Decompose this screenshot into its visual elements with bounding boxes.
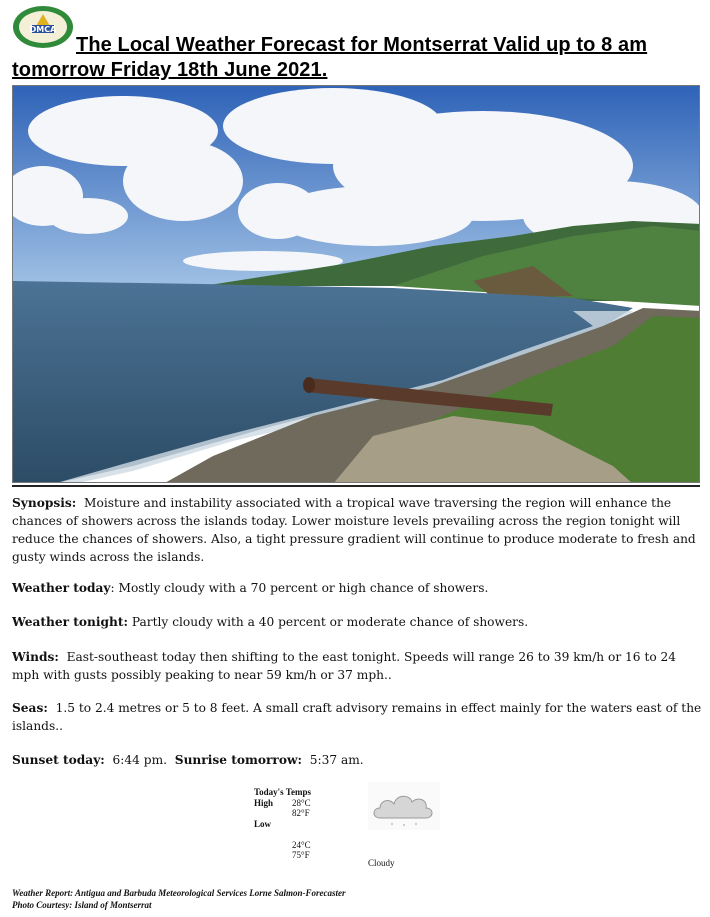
coastline-photo <box>12 85 700 483</box>
report-credit: Weather Report: Antigua and Barbuda Meteorological Services Lorne Salmon-Forecaster <box>12 888 346 898</box>
low-label: Low <box>254 818 272 829</box>
winds-label: Winds: <box>12 650 59 664</box>
condition-label: Cloudy <box>368 858 395 868</box>
weather-tonight-label: Weather tonight: <box>12 615 129 629</box>
divider <box>12 485 700 487</box>
high-fahrenheit: 82°F <box>292 808 310 818</box>
cloud-icon <box>368 782 440 830</box>
synopsis-label: Synopsis: <box>12 496 77 510</box>
photo-credit: Photo Courtesy: Island of Montserrat <box>12 900 152 910</box>
logo-text: DMCA <box>29 25 57 34</box>
todays-temps <box>254 787 311 861</box>
sun-times-paragraph <box>12 751 704 769</box>
synopsis-text: Moisture and instability associated with a tropical wave traversing the region will enhance the chances of showers across the islands today. Lower moisture levels prevailing across the region tonight will reduce the chances of showers. Also, a tight pressure gradient will continue to produce moderate to fresh and gusty winds across the islands. <box>12 496 696 564</box>
sunset-label: Sunset today: <box>12 753 105 767</box>
synopsis-paragraph <box>12 494 704 566</box>
weather-today-paragraph <box>12 579 704 597</box>
weather-today-label: Weather today <box>12 581 111 595</box>
footer-credits <box>12 887 346 911</box>
low-fahrenheit: 75°F <box>292 850 310 860</box>
sunrise-label: Sunrise tomorrow: <box>174 753 302 767</box>
seas-paragraph <box>12 699 704 735</box>
sunrise-value: 5:37 am. <box>309 753 364 767</box>
high-label: High <box>254 797 274 808</box>
weather-today-text: : Mostly cloudy with a 70 percent or high chance of showers. <box>110 581 489 595</box>
sunset-value: 6:44 pm. <box>112 753 168 767</box>
winds-text: East-southeast today then shifting to the east tonight. Speeds will range 26 to 39 km/h or 16 to 24 mph with gusts possibly peaking to near 59 km/h or 37 mph.. <box>12 650 677 682</box>
high-celsius: 28°C <box>292 797 311 808</box>
weather-tonight-text: Partly cloudy with a 40 percent or moderate chance of showers. <box>131 615 529 629</box>
seas-label: Seas: <box>12 701 48 715</box>
temps-header: Today's Temps <box>254 787 311 797</box>
seas-text: 1.5 to 2.4 metres or 5 to 8 feet. A small craft advisory remains in effect mainly for the waters east of the islands.. <box>12 701 702 733</box>
low-celsius: 24°C <box>292 839 311 850</box>
weather-tonight-paragraph <box>12 613 704 631</box>
page-title: The Local Weather Forecast for Montserrat Valid up to 8 am tomorrow Friday 18th June 2021. <box>12 34 648 81</box>
winds-paragraph <box>12 648 704 684</box>
